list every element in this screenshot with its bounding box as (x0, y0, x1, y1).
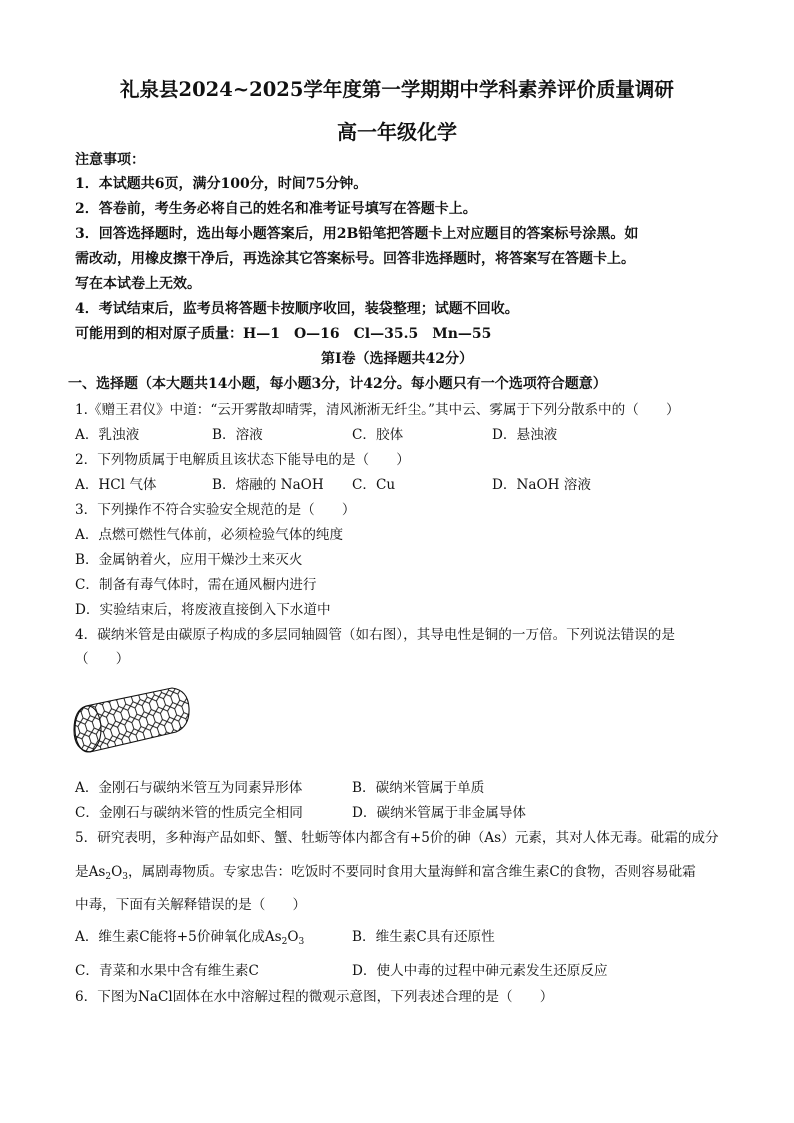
formula-element: As (264, 929, 282, 945)
q5-option-a (75, 925, 304, 947)
arsenic-trioxide-formula (89, 864, 128, 880)
q5-stem-line2 (75, 860, 696, 882)
formula-element: As (88, 864, 106, 880)
q1-option-b: B．溶液 (212, 427, 263, 443)
q4-option-d: D．碳纳米管属于非金属导体 (352, 805, 527, 821)
arsenic-trioxide-formula (265, 929, 304, 945)
formula-element: O (287, 929, 299, 945)
formula-subscript: 2 (281, 937, 288, 947)
q2-option-a: A．HCl 气体 (75, 477, 157, 493)
q3-option-b: B．金属钠着火，应用干燥沙土来灭火 (75, 552, 303, 568)
formula-subscript: 2 (105, 872, 112, 882)
note-item-3-cont2: 写在本试卷上无效。 (75, 276, 201, 292)
q5-option-a-text: A．维生素C能将+5价砷氧化成 (75, 929, 265, 945)
q5-stem-line3: 中毒，下面有关解释错误的是（ ） (75, 897, 307, 913)
q4-option-a: A．金刚石与碳纳米管互为同素异形体 (75, 780, 303, 796)
q3-option-a: A．点燃可燃性气体前，必须检验气体的纯度 (75, 527, 344, 543)
q1-option-c: C．胶体 (352, 427, 404, 443)
q3-option-d: D．实验结束后，将废液直接倒入下水道中 (75, 602, 331, 618)
section-title: 第Ⅰ卷（选择题共42分） (320, 351, 474, 367)
q6-stem: 6．下图为NaCl固体在水中溶解过程的微观示意图，下列表述合理的是（ ） (75, 989, 554, 1005)
formula-subscript: 3 (298, 937, 305, 947)
note-item-3-cont: 需改动，用橡皮擦干净后，再选涂其它答案标号。回答非选择题时，将答案写在答题卡上。 (75, 251, 635, 267)
q5-option-b: B．维生素C具有还原性 (352, 929, 495, 945)
q2-option-c: C．Cu (352, 477, 396, 493)
exam-subtitle: 高一年级化学 (337, 120, 457, 144)
note-item-4: 4．考试结束后，监考员将答题卡按顺序收回，装袋整理；试题不回收。 (75, 301, 519, 317)
q4-option-c: C．金刚石与碳纳米管的性质完全相同 (75, 805, 303, 821)
q4-stem: 4．碳纳米管是由碳原子构成的多层同轴圆管（如右图），其导电性是铜的一万倍。下列说法错误的是 (75, 627, 675, 643)
atomic-masses: 可能用到的相对原子质量：H—1 O—16 Cl—35.5 Mn—55 (75, 326, 492, 342)
q1-stem: 1.《赠王君仪》中道：“云开雾散却晴霁，清风淅淅无纤尘。”其中云、雾属于下列分散系中的（ ） (75, 402, 680, 418)
q1-option-a: A．乳浊液 (75, 427, 140, 443)
q2-option-d: D．NaOH 溶液 (492, 477, 591, 493)
q5-option-d: D．使人中毒的过程中砷元素发生还原反应 (352, 963, 608, 979)
q1-option-d: D．悬浊液 (492, 427, 558, 443)
formula-subscript: 3 (122, 872, 129, 882)
q3-option-c: C．制备有毒气体时，需在通风橱内进行 (75, 577, 317, 593)
notes-heading: 注意事项： (75, 152, 145, 168)
carbon-nanotube-icon (72, 684, 192, 762)
formula-element: O (111, 864, 123, 880)
exam-title: 礼泉县2024~2025学年度第一学期期中学科素养评价质量调研 (120, 78, 674, 101)
q2-stem: 2．下列物质属于电解质且该状态下能导电的是（ ） (75, 452, 410, 468)
q3-stem: 3．下列操作不符合实验安全规范的是（ ） (75, 502, 356, 518)
section-instruction: 一、选择题（本大题共14小题，每小题3分，计42分。每小题只有一个选项符合题意） (68, 376, 607, 392)
q5-stem-line1: 5．研究表明，多种海产品如虾、蟹、牡蛎等体内都含有+5价的砷（As）元素，其对人体无毒。砒霜的成分 (75, 830, 719, 846)
q5-line2-suffix: ，属剧毒物质。专家忠告：吃饭时不要同时食用大量海鲜和富含维生素C的食物，否则容易砒霜 (128, 864, 696, 880)
note-item-3: 3．回答选择题时，选出每小题答案后，用2B铅笔把答题卡上对应题目的答案标号涂黑。如 (75, 226, 639, 242)
q4-option-b: B．碳纳米管属于单质 (352, 780, 485, 796)
note-item-2: 2．答卷前，考生务必将自己的姓名和准考证号填写在答题卡上。 (75, 201, 477, 217)
note-item-1: 1．本试题共6页，满分100分，时间75分钟。 (75, 176, 368, 192)
q5-line2-prefix: 是 (75, 864, 89, 880)
q2-option-b: B．熔融的 NaOH (212, 477, 324, 493)
q4-stem-cont: （ ） (75, 651, 130, 667)
q5-option-c: C．青菜和水果中含有维生素C (75, 963, 259, 979)
